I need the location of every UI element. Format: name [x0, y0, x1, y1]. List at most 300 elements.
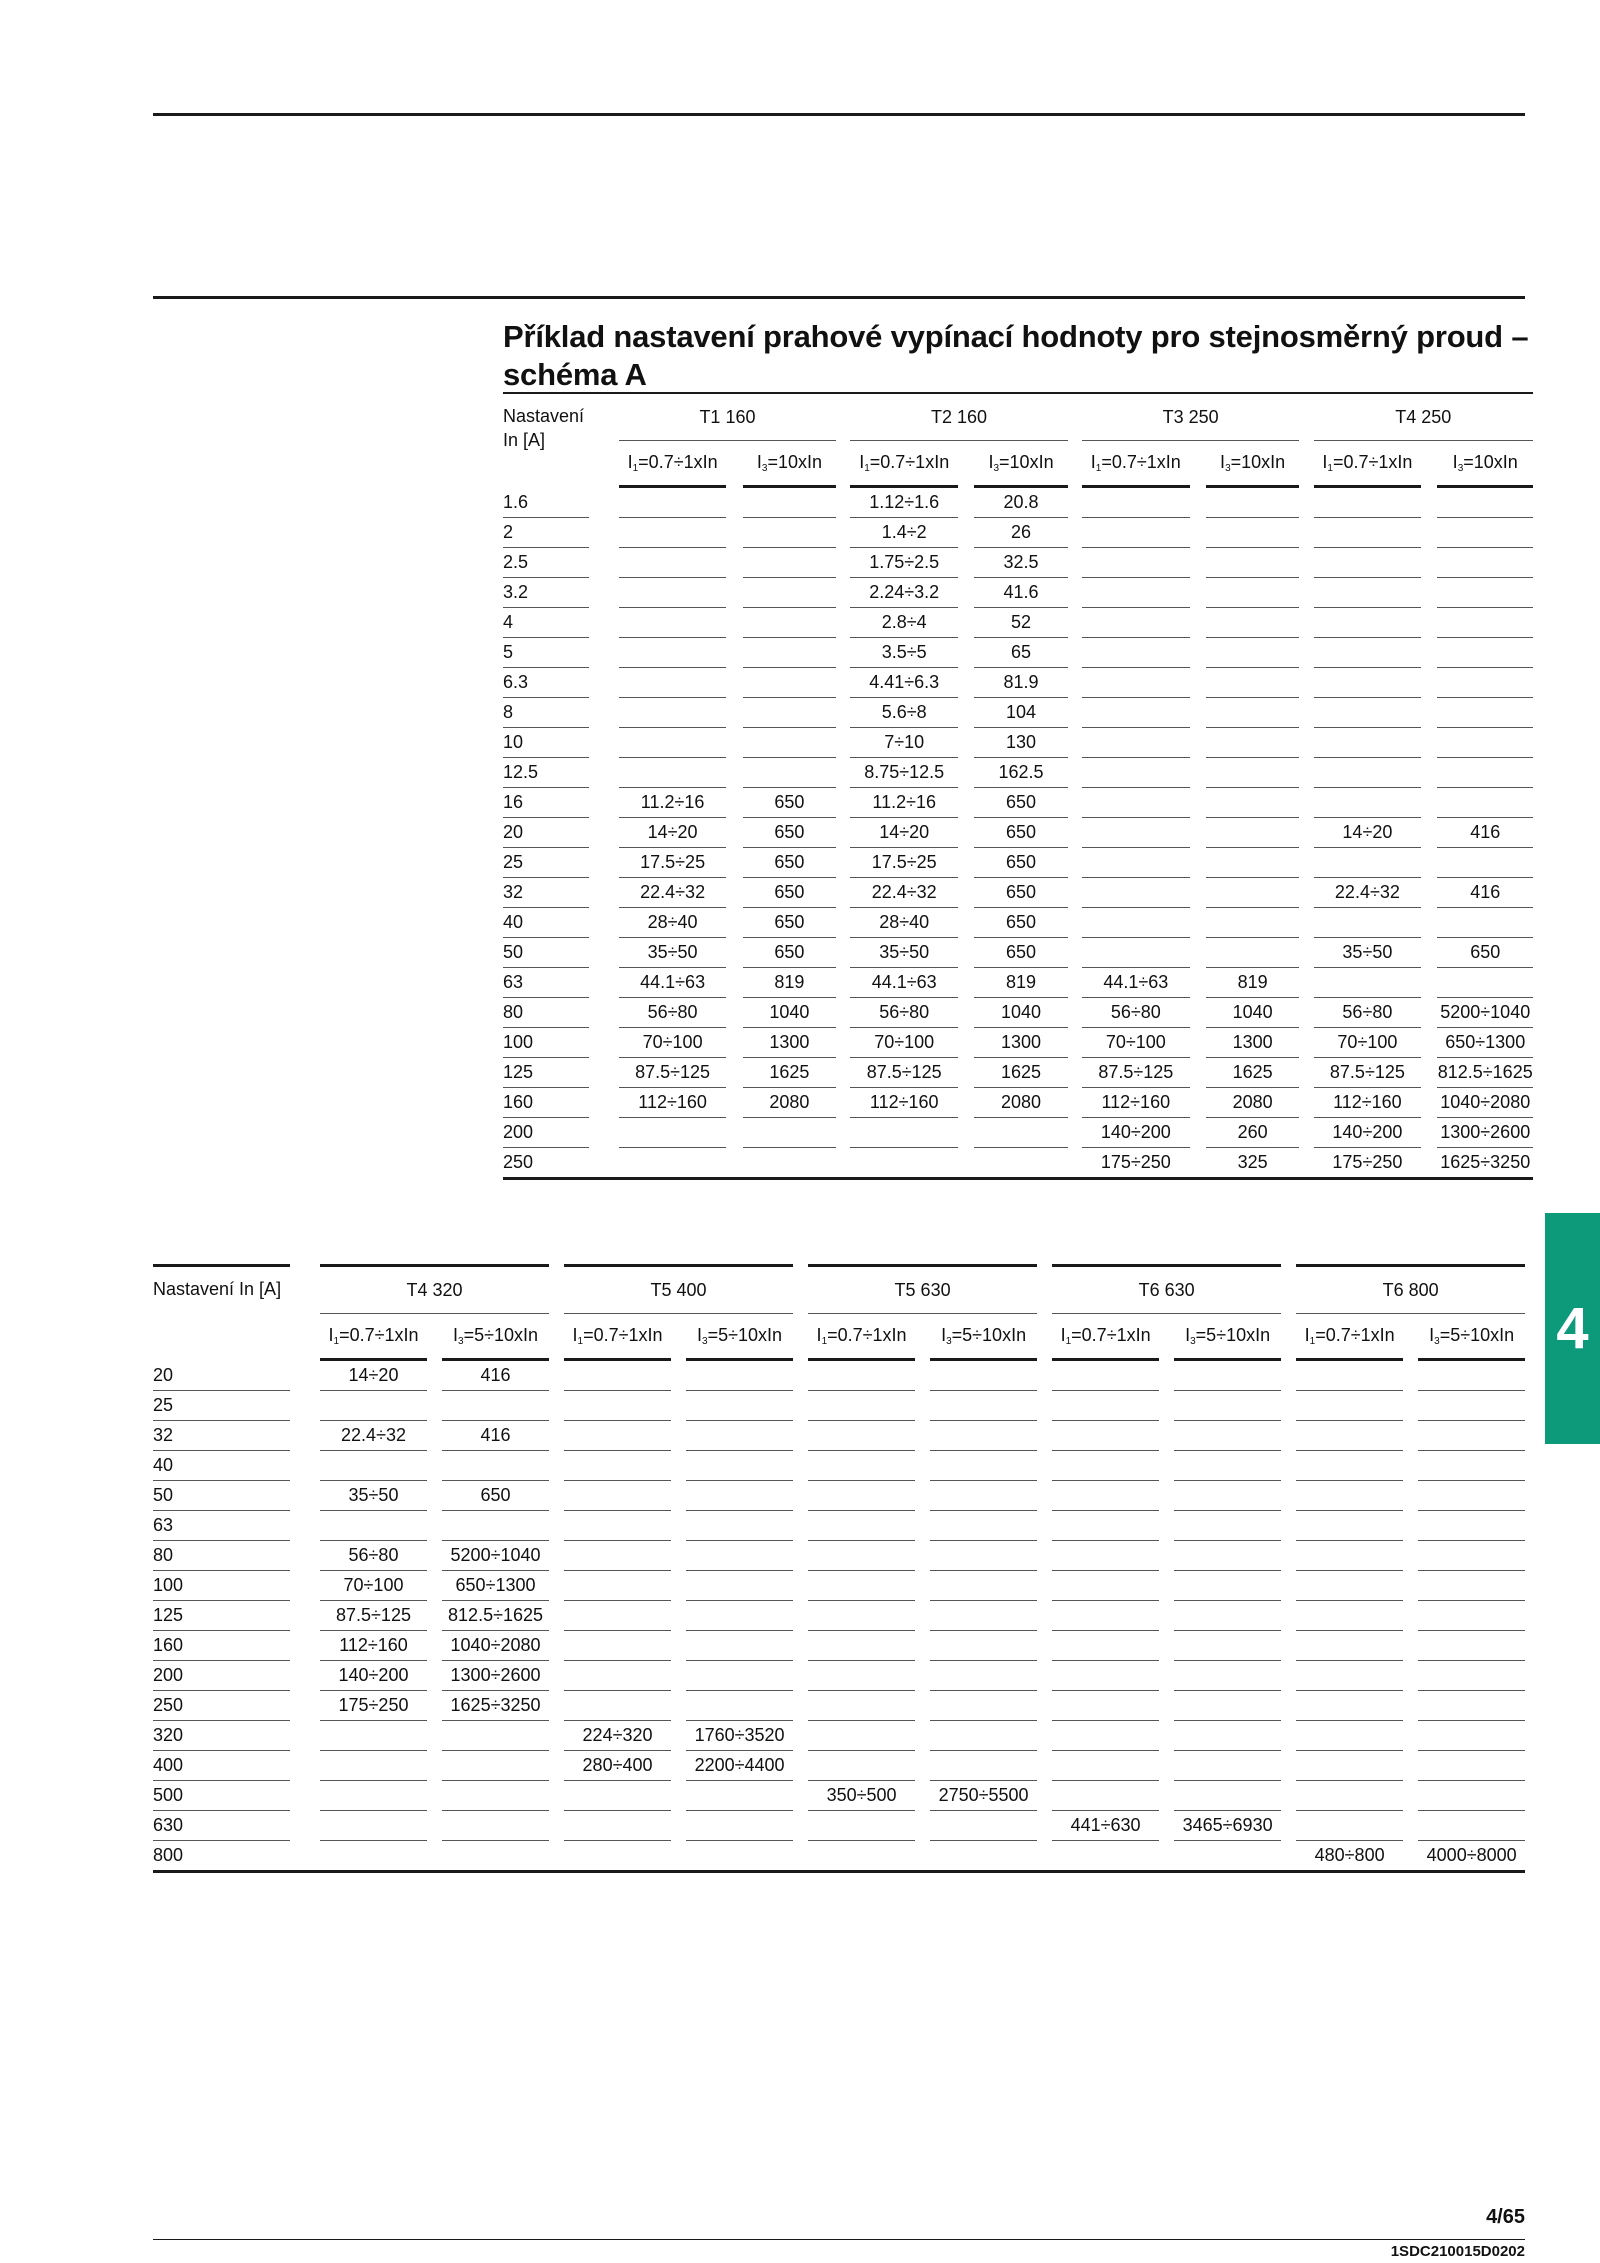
table-row: [503, 908, 1533, 938]
table-cell: [930, 1601, 1037, 1631]
table-cell: [1174, 1511, 1281, 1541]
table-row: [153, 1601, 1525, 1631]
col-header-i3: $I_3=5\div 10xIn$: [1418, 1314, 1525, 1361]
row-label: 100: [153, 1571, 290, 1601]
table-cell: [1174, 1661, 1281, 1691]
table-cell: [442, 1811, 549, 1841]
row-label: 40: [503, 908, 589, 938]
table-cell: 56÷80: [850, 998, 958, 1028]
page-title: Příklad nastavení prahové vypínací hodnoty pro stejnosměrný proud – schéma A: [503, 319, 1529, 392]
table-cell: 1040: [743, 998, 836, 1028]
table-cell: [1082, 608, 1190, 638]
table-cell: 87.5÷125: [320, 1601, 427, 1631]
table-cell: 650: [743, 908, 836, 938]
table-cell: [619, 578, 727, 608]
table-cell: [564, 1391, 671, 1421]
table-cell: [1296, 1541, 1403, 1571]
table-cell: 2750÷5500: [930, 1781, 1037, 1811]
table-cell: 416: [442, 1361, 549, 1391]
table-cell: [564, 1841, 671, 1873]
table-cell: [1418, 1661, 1525, 1691]
table-cell: 260: [1206, 1118, 1299, 1148]
table-cell: [686, 1601, 793, 1631]
table-cell: 22.4÷32: [320, 1421, 427, 1451]
table-cell: 2080: [1206, 1088, 1299, 1118]
table-row: [503, 668, 1533, 698]
row-label: 4: [503, 608, 589, 638]
table-cell: [686, 1391, 793, 1421]
table-cell: [743, 1118, 836, 1148]
group-header: T3 250: [1082, 394, 1299, 441]
table-cell: 819: [974, 968, 1067, 998]
table-cell: [808, 1751, 915, 1781]
col-header-i3: $I_3=5\div 10xIn$: [1174, 1314, 1281, 1361]
group-header: T6 630: [1052, 1264, 1281, 1314]
row-label: 80: [153, 1541, 290, 1571]
row-label: 6.3: [503, 668, 589, 698]
row-label: 200: [503, 1118, 589, 1148]
top-rule: [153, 113, 1525, 116]
table-cell: 1625: [743, 1058, 836, 1088]
table-cell: [1296, 1691, 1403, 1721]
table-cell: [1314, 608, 1422, 638]
table-cell: [930, 1661, 1037, 1691]
table-cell: [808, 1601, 915, 1631]
table-cell: [320, 1451, 427, 1481]
table-cell: 112÷160: [1082, 1088, 1190, 1118]
table-row: [153, 1571, 1525, 1601]
table-cell: 35÷50: [320, 1481, 427, 1511]
table-cell: [808, 1721, 915, 1751]
col-header-i1: $I_1=0.7\div 1xIn$: [619, 441, 727, 488]
table-cell: 41.6: [974, 578, 1067, 608]
col-header-i3: $I_3=10xIn$: [1206, 441, 1299, 488]
table-cell: [1052, 1361, 1159, 1391]
row-label: 16: [503, 788, 589, 818]
table-cell: 7÷10: [850, 728, 958, 758]
table-row: [503, 938, 1533, 968]
row-header: Nastavení In [A]: [153, 1264, 290, 1361]
table-cell: [1418, 1481, 1525, 1511]
table-cell: 56÷80: [1314, 998, 1422, 1028]
table-row: [153, 1721, 1525, 1751]
footer-rule: [153, 2239, 1525, 2240]
table-cell: [1082, 908, 1190, 938]
table-row: [153, 1361, 1525, 1391]
table-cell: [930, 1361, 1037, 1391]
table-row: [503, 998, 1533, 1028]
row-label: 20: [503, 818, 589, 848]
table-cell: [1174, 1571, 1281, 1601]
table-cell: [686, 1541, 793, 1571]
row-label: 2: [503, 518, 589, 548]
table-cell: [1206, 818, 1299, 848]
table-cell: [1052, 1721, 1159, 1751]
table-cell: [1437, 788, 1533, 818]
table-cell: 17.5÷25: [850, 848, 958, 878]
col-header-i1: $I_1=0.7\div 1xIn$: [808, 1314, 915, 1361]
table-cell: 1300÷2600: [442, 1661, 549, 1691]
table-cell: [1052, 1541, 1159, 1571]
table-cell: [1296, 1601, 1403, 1631]
table-cell: [930, 1391, 1037, 1421]
table-cell: [1418, 1451, 1525, 1481]
table-cell: [1437, 968, 1533, 998]
table-cell: 650: [743, 848, 836, 878]
table-cell: [930, 1631, 1037, 1661]
row-label: 3.2: [503, 578, 589, 608]
table-cell: [564, 1361, 671, 1391]
table-cell: [564, 1511, 671, 1541]
table-cell: [1314, 728, 1422, 758]
table-row: [503, 1118, 1533, 1148]
col-header-i1: $I_1=0.7\div 1xIn$: [1314, 441, 1422, 488]
row-label: 250: [153, 1691, 290, 1721]
table-row: [503, 788, 1533, 818]
table-cell: 70÷100: [1314, 1028, 1422, 1058]
table-row: [503, 758, 1533, 788]
table-cell: 650: [743, 788, 836, 818]
table-cell: [850, 1118, 958, 1148]
table-row: [153, 1421, 1525, 1451]
col-header-i1: $I_1=0.7\div 1xIn$: [564, 1314, 671, 1361]
table-cell: [686, 1691, 793, 1721]
table-cell: [1418, 1571, 1525, 1601]
table-cell: 87.5÷125: [850, 1058, 958, 1088]
table-cell: [930, 1451, 1037, 1481]
table-cell: [442, 1841, 549, 1873]
col-header-i3: $I_3=5\div 10xIn$: [930, 1314, 1037, 1361]
table-cell: [1437, 608, 1533, 638]
table-cell: [1418, 1511, 1525, 1541]
table-cell: 1.4÷2: [850, 518, 958, 548]
table-cell: 56÷80: [619, 998, 727, 1028]
table-cell: [1052, 1781, 1159, 1811]
table-cell: 28÷40: [619, 908, 727, 938]
table-cell: 8.75÷12.5: [850, 758, 958, 788]
table-cell: [320, 1391, 427, 1421]
row-label: 160: [153, 1631, 290, 1661]
table-cell: [743, 728, 836, 758]
table-row: [503, 1148, 1533, 1180]
row-label: 250: [503, 1148, 589, 1180]
table-cell: [1174, 1451, 1281, 1481]
table-cell: [686, 1571, 793, 1601]
table-cell: [1206, 788, 1299, 818]
table-cell: [442, 1511, 549, 1541]
table-cell: [1206, 518, 1299, 548]
table-cell: [1206, 728, 1299, 758]
table-cell: [930, 1571, 1037, 1601]
table-cell: 5.6÷8: [850, 698, 958, 728]
table-cell: 2080: [743, 1088, 836, 1118]
table-cell: 1040÷2080: [442, 1631, 549, 1661]
table-cell: [686, 1781, 793, 1811]
table-cell: 350÷500: [808, 1781, 915, 1811]
table-cell: [1052, 1841, 1159, 1873]
table-cell: 819: [1206, 968, 1299, 998]
table-cell: 35÷50: [619, 938, 727, 968]
table-cell: [619, 488, 727, 518]
table-cell: 4.41÷6.3: [850, 668, 958, 698]
table-cell: [1082, 818, 1190, 848]
table-cell: [619, 608, 727, 638]
group-header: T4 320: [320, 1264, 549, 1314]
col-header-i1: $I_1=0.7\div 1xIn$: [1082, 441, 1190, 488]
table-cell: [1314, 758, 1422, 788]
table-cell: [1418, 1631, 1525, 1661]
col-header-i1: $I_1=0.7\div 1xIn$: [1052, 1314, 1159, 1361]
table-cell: 480÷800: [1296, 1841, 1403, 1873]
table-cell: [1052, 1631, 1159, 1661]
table-cell: [808, 1361, 915, 1391]
table-cell: 2200÷4400: [686, 1751, 793, 1781]
table-row: [153, 1481, 1525, 1511]
table-cell: [974, 1118, 1067, 1148]
table-cell: [1314, 698, 1422, 728]
table-cell: [808, 1691, 915, 1721]
table-cell: 1040: [1206, 998, 1299, 1028]
table-cell: 70÷100: [320, 1571, 427, 1601]
table-row: [503, 518, 1533, 548]
table-cell: [686, 1481, 793, 1511]
table-cell: [1174, 1691, 1281, 1721]
threshold-table-2: [153, 1264, 1525, 1873]
table-cell: 175÷250: [1314, 1148, 1422, 1180]
table-cell: [743, 668, 836, 698]
table-cell: [1437, 578, 1533, 608]
table-cell: [564, 1541, 671, 1571]
table-cell: [1418, 1721, 1525, 1751]
table-cell: 14÷20: [1314, 818, 1422, 848]
table-cell: [1437, 908, 1533, 938]
col-header-i3: $I_3=5\div 10xIn$: [686, 1314, 793, 1361]
table-cell: 70÷100: [850, 1028, 958, 1058]
table-cell: 650÷1300: [442, 1571, 549, 1601]
table-cell: [1437, 548, 1533, 578]
group-header: T5 630: [808, 1264, 1037, 1314]
table-cell: [686, 1421, 793, 1451]
table-cell: 112÷160: [320, 1631, 427, 1661]
table-cell: [320, 1781, 427, 1811]
table-cell: [808, 1811, 915, 1841]
threshold-table-1: [503, 394, 1533, 1180]
table-cell: [1296, 1781, 1403, 1811]
table-cell: [442, 1721, 549, 1751]
table-cell: [686, 1511, 793, 1541]
table-cell: [619, 1118, 727, 1148]
table-cell: [564, 1631, 671, 1661]
table-cell: [808, 1421, 915, 1451]
table-cell: 2.8÷4: [850, 608, 958, 638]
table-cell: 11.2÷16: [850, 788, 958, 818]
table-cell: [686, 1661, 793, 1691]
row-label: 20: [153, 1361, 290, 1391]
table-cell: [1206, 758, 1299, 788]
table-cell: 1300: [974, 1028, 1067, 1058]
table-cell: [1082, 518, 1190, 548]
table-cell: [1437, 518, 1533, 548]
table-cell: [1296, 1811, 1403, 1841]
table-cell: [1174, 1841, 1281, 1873]
table-cell: 650: [743, 938, 836, 968]
table-cell: [1314, 638, 1422, 668]
table-cell: [930, 1691, 1037, 1721]
table-cell: [442, 1751, 549, 1781]
table-row: [503, 578, 1533, 608]
table-cell: [564, 1811, 671, 1841]
table-cell: 1300: [743, 1028, 836, 1058]
table-cell: [619, 548, 727, 578]
table-cell: [442, 1781, 549, 1811]
table-cell: 44.1÷63: [619, 968, 727, 998]
table-cell: [1296, 1511, 1403, 1541]
table-row: [503, 848, 1533, 878]
table-cell: [808, 1511, 915, 1541]
table-cell: [808, 1481, 915, 1511]
row-label: 630: [153, 1811, 290, 1841]
col-header-i1: $I_1=0.7\div 1xIn$: [1296, 1314, 1403, 1361]
table-cell: [743, 1148, 836, 1180]
table-cell: 140÷200: [1082, 1118, 1190, 1148]
table-cell: [1052, 1481, 1159, 1511]
table-cell: 87.5÷125: [1082, 1058, 1190, 1088]
table-cell: 70÷100: [619, 1028, 727, 1058]
table-row: [153, 1751, 1525, 1781]
row-label: 320: [153, 1721, 290, 1751]
group-header: T2 160: [850, 394, 1067, 441]
table-cell: 1760÷3520: [686, 1721, 793, 1751]
table-cell: [743, 608, 836, 638]
table-row: [503, 728, 1533, 758]
table-cell: [1052, 1751, 1159, 1781]
table-row: [153, 1631, 1525, 1661]
table-cell: [808, 1451, 915, 1481]
table-cell: 280÷400: [564, 1751, 671, 1781]
table-cell: [1296, 1481, 1403, 1511]
table-cell: [619, 668, 727, 698]
table-cell: [930, 1751, 1037, 1781]
table-cell: [1314, 488, 1422, 518]
col-header-i3: $I_3=10xIn$: [974, 441, 1067, 488]
table-cell: [1082, 728, 1190, 758]
table-cell: 175÷250: [320, 1691, 427, 1721]
page-number: 4/65: [1486, 2206, 1525, 2228]
table-cell: [1418, 1781, 1525, 1811]
table-cell: [564, 1691, 671, 1721]
table-cell: [1296, 1571, 1403, 1601]
table-cell: [1206, 578, 1299, 608]
table-cell: [1418, 1811, 1525, 1841]
table-cell: [1174, 1391, 1281, 1421]
table-cell: [1052, 1421, 1159, 1451]
table-row: [503, 608, 1533, 638]
table-cell: [564, 1571, 671, 1601]
table-cell: [686, 1811, 793, 1841]
table-cell: 44.1÷63: [1082, 968, 1190, 998]
section-rule: [153, 296, 1525, 299]
table-cell: [1296, 1721, 1403, 1751]
table-cell: 650: [974, 788, 1067, 818]
table-cell: 819: [743, 968, 836, 998]
table-cell: [1052, 1571, 1159, 1601]
table-cell: [320, 1721, 427, 1751]
table-cell: 1040: [974, 998, 1067, 1028]
table-cell: 87.5÷125: [619, 1058, 727, 1088]
table-cell: 14÷20: [619, 818, 727, 848]
table-cell: [619, 698, 727, 728]
table-cell: [1082, 938, 1190, 968]
table-cell: [1206, 638, 1299, 668]
table-cell: 325: [1206, 1148, 1299, 1180]
table-cell: 1625: [974, 1058, 1067, 1088]
table-row: [153, 1541, 1525, 1571]
table-cell: [1314, 668, 1422, 698]
group-header: T4 250: [1314, 394, 1533, 441]
table-cell: 650÷1300: [1437, 1028, 1533, 1058]
table-cell: [1418, 1421, 1525, 1451]
table-cell: [686, 1451, 793, 1481]
row-label: 32: [503, 878, 589, 908]
table-row: [153, 1781, 1525, 1811]
row-label: 1.6: [503, 488, 589, 518]
table-cell: 3465÷6930: [1174, 1811, 1281, 1841]
table-cell: [1174, 1781, 1281, 1811]
group-header: T1 160: [619, 394, 836, 441]
table-cell: [1206, 668, 1299, 698]
table-cell: 81.9: [974, 668, 1067, 698]
table-cell: [743, 488, 836, 518]
table-cell: [1314, 518, 1422, 548]
table-1-body: [503, 488, 1533, 1180]
table-cell: 650: [974, 938, 1067, 968]
table-cell: [1206, 938, 1299, 968]
table-cell: [1296, 1661, 1403, 1691]
table-cell: 416: [1437, 878, 1533, 908]
table-cell: [1082, 848, 1190, 878]
row-label: 32: [153, 1421, 290, 1451]
table-cell: [1314, 548, 1422, 578]
table-cell: 22.4÷32: [850, 878, 958, 908]
table-row: [503, 1028, 1533, 1058]
table-cell: 812.5÷1625: [442, 1601, 549, 1631]
table-cell: 22.4÷32: [619, 878, 727, 908]
table-cell: 1.75÷2.5: [850, 548, 958, 578]
table-cell: 650: [743, 818, 836, 848]
table-cell: [1418, 1601, 1525, 1631]
table-cell: [1082, 638, 1190, 668]
table-cell: [1314, 578, 1422, 608]
table-cell: [1296, 1391, 1403, 1421]
table-cell: [1082, 758, 1190, 788]
table-cell: [1296, 1751, 1403, 1781]
table-cell: 87.5÷125: [1314, 1058, 1422, 1088]
table-cell: [1437, 488, 1533, 518]
table-row: [153, 1391, 1525, 1421]
table-cell: [1418, 1541, 1525, 1571]
table-row: [503, 878, 1533, 908]
table-cell: [1206, 698, 1299, 728]
table-cell: [930, 1721, 1037, 1751]
table-cell: [808, 1571, 915, 1601]
table-row: [503, 488, 1533, 518]
table-cell: 5200÷1040: [1437, 998, 1533, 1028]
table-cell: [1418, 1361, 1525, 1391]
table-cell: 1625: [1206, 1058, 1299, 1088]
table-cell: [1437, 848, 1533, 878]
table-cell: 28÷40: [850, 908, 958, 938]
table-cell: 650: [743, 878, 836, 908]
